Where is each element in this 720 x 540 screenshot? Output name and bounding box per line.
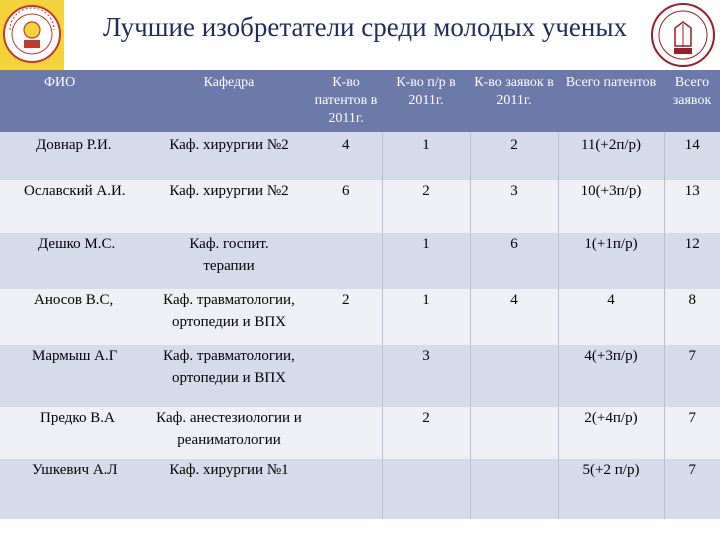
cell-total-patents: 4(+3п/р) xyxy=(558,345,664,407)
cell-dept: Каф. госпит. терапии xyxy=(148,233,310,289)
cell-utility: 2 xyxy=(382,407,470,459)
cell-patents xyxy=(310,407,382,459)
cell-name: Дешко М.С. xyxy=(0,233,148,289)
cell-patents: 4 xyxy=(310,132,382,180)
table-row xyxy=(0,180,720,233)
cell-patents xyxy=(310,345,382,407)
cell-apps: 3 xyxy=(470,180,558,233)
table-header-row xyxy=(0,70,720,132)
header-total-apps: Всего заявок xyxy=(672,75,712,108)
header-patents-2011: К-во патентов в 2011г. xyxy=(314,75,378,126)
cell-apps: 2 xyxy=(470,132,558,180)
header-dept: Кафедра xyxy=(203,75,255,90)
cell-name: Аносов В.С, xyxy=(0,289,148,345)
cell-name: Довнар Р.И. xyxy=(0,132,148,180)
cell-dept: Каф. травматологии, ортопедии и ВПХ xyxy=(148,345,310,407)
cell-dept: Каф. хирургии №2 xyxy=(148,180,310,233)
cell-utility: 1 xyxy=(382,233,470,289)
cell-name: Ушкевич А.Л xyxy=(0,459,148,519)
quality-award-logo xyxy=(0,0,64,70)
cell-apps xyxy=(470,407,558,459)
table-row xyxy=(0,132,720,180)
cell-total-patents: 4 xyxy=(558,289,664,345)
cell-apps xyxy=(470,459,558,519)
cell-dept: Каф. травматологии, ортопедии и ВПХ xyxy=(148,289,310,345)
cell-total-patents: 10(+3п/р) xyxy=(558,180,664,233)
cell-total-apps: 8 xyxy=(664,289,720,345)
table-row xyxy=(0,407,720,459)
cell-apps xyxy=(470,345,558,407)
header-utility-2011: К-во п/р в 2011г. xyxy=(396,75,456,108)
cell-utility: 1 xyxy=(382,289,470,345)
cell-utility xyxy=(382,459,470,519)
cell-apps: 4 xyxy=(470,289,558,345)
cell-name: Предко В.А xyxy=(0,407,148,459)
cell-total-patents: 2(+4п/р) xyxy=(558,407,664,459)
inventors-table xyxy=(0,70,720,519)
cell-name: Мармыш А.Г xyxy=(0,345,148,407)
table-row xyxy=(0,289,720,345)
table-row xyxy=(0,345,720,407)
cell-total-apps: 14 xyxy=(664,132,720,180)
cell-dept: Каф. хирургии №1 xyxy=(148,459,310,519)
cell-total-apps: 13 xyxy=(664,180,720,233)
cell-utility: 3 xyxy=(382,345,470,407)
cell-patents: 2 xyxy=(310,289,382,345)
cell-total-patents: 5(+2 п/р) xyxy=(558,459,664,519)
table-row xyxy=(0,233,720,289)
header-name: ФИО xyxy=(44,75,76,90)
cell-dept: Каф. анестезиологии и реаниматологии xyxy=(148,407,310,459)
header-apps-2011: К-во заявок в 2011г. xyxy=(474,75,554,108)
cell-total-apps: 12 xyxy=(664,233,720,289)
cell-total-patents: 11(+2п/р) xyxy=(558,132,664,180)
cell-patents xyxy=(310,459,382,519)
header-total-patents: Всего патентов xyxy=(565,75,657,90)
cell-total-apps: 7 xyxy=(664,407,720,459)
university-emblem-logo xyxy=(650,2,716,68)
cell-total-patents: 1(+1п/р) xyxy=(558,233,664,289)
cell-dept: Каф. хирургии №2 xyxy=(148,132,310,180)
table-row xyxy=(0,459,720,519)
cell-patents xyxy=(310,233,382,289)
cell-total-apps: 7 xyxy=(664,459,720,519)
cell-name: Ославский А.И. xyxy=(0,180,148,233)
page-title: Лучшие изобретатели среди молодых ученых xyxy=(103,12,627,42)
cell-utility: 1 xyxy=(382,132,470,180)
cell-utility: 2 xyxy=(382,180,470,233)
cell-total-apps: 7 xyxy=(664,345,720,407)
cell-patents: 6 xyxy=(310,180,382,233)
cell-apps: 6 xyxy=(470,233,558,289)
